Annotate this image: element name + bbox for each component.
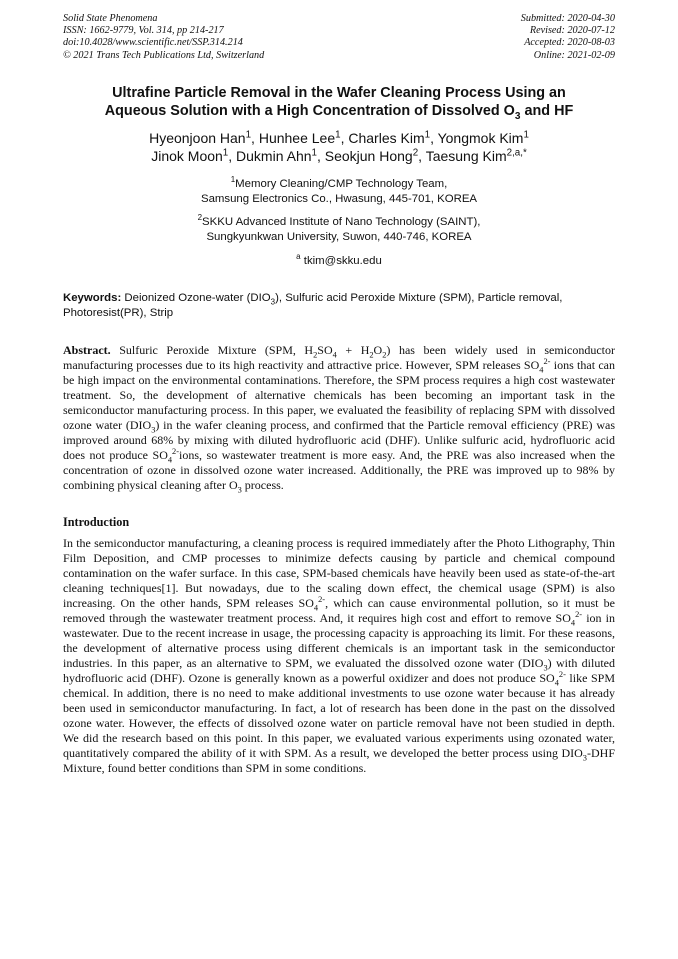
author-affiliation-mark: 1 xyxy=(335,129,341,141)
intro-text: , which can cause environmental pollution, so it must be removed through the wastewater treatment process. And, it requires high cost and effort to remove SO xyxy=(63,595,615,625)
date-online: Online: 2021-02-09 xyxy=(533,49,615,61)
intro-text: ) with diluted hydrofluoric acid (DHF). Ozone is generally known as a powerful oxidizer and does not produce SO xyxy=(63,655,615,685)
abstract-text: Sulfuric Peroxide Mixture (SPM, H xyxy=(110,342,314,357)
abstract-subscript: 4 xyxy=(539,365,544,375)
abstract-subscript: 3 xyxy=(237,485,242,495)
date-accepted: Accepted: 2020-08-03 xyxy=(524,37,615,49)
publication-dates xyxy=(521,13,615,62)
intro-subscript: 4 xyxy=(313,603,319,613)
title-line-2 xyxy=(63,102,615,120)
author-affiliation-mark: 1 xyxy=(245,129,252,141)
author-separator: , xyxy=(228,148,237,165)
author: Hunhee Lee xyxy=(258,129,336,146)
abstract-text: process. xyxy=(241,477,284,492)
author-separator: , xyxy=(316,148,325,165)
author-affiliation-mark: 2 xyxy=(412,147,419,159)
author-separator: , xyxy=(251,129,259,146)
affiliation-2-line-1 xyxy=(63,215,615,230)
affiliation-mark: 2 xyxy=(197,213,203,223)
abstract-label: Abstract. xyxy=(63,342,111,357)
journal-doi[interactable]: doi:10.4028/www.scientific.net/SSP.314.214 xyxy=(63,37,243,49)
email-link[interactable]: tkim@skku.edu xyxy=(300,255,382,267)
journal-name: Solid State Phenomena xyxy=(63,13,158,24)
keywords xyxy=(63,291,615,321)
abstract-text: ions that can be high impact on the environmental contaminations. Therefore, the SPM process requires a high cost wastewater treatment. So, the development of alternative chemicals has been becoming an important task in the semiconductor manufacturing process. In this paper, we evaluated the feasibility of replacing SPM with dissolved ozone water (DIO xyxy=(63,357,615,432)
author-affiliation-mark: 1 xyxy=(424,129,431,141)
keywords-label: Keywords: xyxy=(63,291,122,304)
affiliation-2-text: SKKU Advanced Institute of Nano Technology (SAINT), xyxy=(202,216,481,229)
author: Taesung Kim xyxy=(425,148,507,165)
abstract-subscript: 4 xyxy=(167,455,173,465)
author-affiliation-mark: 1 xyxy=(222,147,229,159)
author-affiliation-mark: 2,a,* xyxy=(506,147,527,159)
author: Charles Kim xyxy=(348,129,425,146)
title-line-1: Ultrafine Particle Removal in the Wafer Cleaning Process Using an xyxy=(112,84,566,101)
corresponding-email xyxy=(63,254,615,269)
affiliation-2 xyxy=(63,215,615,245)
intro-subscript: 4 xyxy=(570,618,576,628)
author-separator: , xyxy=(430,129,438,146)
abstract-subscript: 2 xyxy=(382,350,387,360)
introduction-body xyxy=(63,536,615,776)
journal-issn: ISSN: 1662-9779, Vol. 314, pp 214-217 xyxy=(63,25,224,37)
paper-title xyxy=(63,84,615,120)
author: Yongmok Kim xyxy=(437,129,524,146)
affiliation-1-text: Memory Cleaning/CMP Technology Team, xyxy=(235,177,448,190)
journal-header xyxy=(63,0,615,62)
author-affiliation-mark: 1 xyxy=(311,147,317,159)
abstract-subscript: 2 xyxy=(369,350,374,360)
introduction-heading: Introduction xyxy=(63,514,130,529)
intro-superscript: 2- xyxy=(558,669,566,679)
intro-superscript: 2- xyxy=(575,609,583,619)
journal-info xyxy=(63,13,264,62)
abstract-text: ) in the wafer cleaning process, and confirmed that the Particle removal efficiency (PRE) was improved around 68% by mixing with diluted hydrofluoric acid (DHF). Unlike sulfuric acid, hydrofluoric acid does not produce SO xyxy=(63,417,616,462)
author: Jinok Moon xyxy=(151,148,223,165)
keywords-text: ), Sulfuric acid Peroxide Mixture (SPM), Particle removal, Photoresist(PR), Strip xyxy=(63,291,563,319)
abstract-text: ) has been widely used in semiconductor manufacturing processes due to its high reactivity and attractive price. However, SPM releases SO xyxy=(63,342,616,372)
title-line-2-text: Aqueous Solution with a High Concentration of Dissolved O xyxy=(104,102,515,119)
email-mark: a xyxy=(296,252,301,262)
abstract-superscript: 2- xyxy=(172,446,180,456)
abstract-text: O xyxy=(373,342,383,357)
affiliation-mark: 1 xyxy=(230,175,236,185)
date-submitted: Submitted: 2020-04-30 xyxy=(520,13,615,24)
abstract-subscript: 3 xyxy=(151,425,156,435)
author: Dukmin Ahn xyxy=(236,148,312,165)
author-line-2 xyxy=(63,147,615,166)
intro-superscript: 2- xyxy=(318,594,326,604)
keywords-text: Deionized Ozone-water (DIO xyxy=(121,291,271,304)
intro-text: In the semiconductor manufacturing, a cleaning process is required immediately after the Photo Lithography, Thin Film Deposition, and CMP processes to minimize defects causing by particle and chemical compound contamination on the wafer surface. In this case, SPM-based chemicals have heavily been used as state-of-the-art cleaning techniques[1]. But nowadays, due to the scaling down effect, the chemical usage (SPM) is also increasing. On the other hands, SPM releases SO xyxy=(63,535,615,610)
title-subscript: 3 xyxy=(514,110,521,122)
intro-text: -DHF Mixture, found better conditions than SPM in some conditions. xyxy=(63,745,615,775)
affiliation-1-line-1 xyxy=(63,177,615,192)
abstract-subscript: 4 xyxy=(332,350,337,360)
abstract-superscript: 2- xyxy=(543,356,551,366)
author-separator: , xyxy=(418,148,426,165)
intro-subscript: 4 xyxy=(554,678,559,688)
intro-text: like SPM chemical. In addition, there is no need to make additional investments to use ozone water because it has already been used in semiconductor manufacturing. In fact, a lot of research has been done in the past on the dissolved ozone water. However, the effects of dissolved ozone water on particle removal have not been studied in depth. We did the research based on this point. In this paper, we evaluated various experiments using ozonated water, quantitatively compared the ability of it with SPM. As a result, we developed the better process using DIO xyxy=(63,670,616,760)
intro-text: ion in wastewater. Due to the recent increase in usage, the processing capacity is approaching its limit. For these reasons, the development of alternative process using different chemicals is an important task in the semiconductor industries. In this paper, as an alternative to SPM, we evaluated the dissolved ozone water (DIO xyxy=(63,610,616,670)
affiliation-2-line-2: Sungkyunkwan University, Suwon, 440-746, KOREA xyxy=(206,231,472,244)
journal-copyright: © 2021 Trans Tech Publications Ltd, Switzerland xyxy=(63,49,265,61)
abstract-text: SO xyxy=(317,342,333,357)
author: Seokjun Hong xyxy=(324,148,413,165)
intro-subscript: 3 xyxy=(543,663,548,673)
author: Hyeonjoon Han xyxy=(149,129,246,146)
author-line-1 xyxy=(63,129,615,148)
abstract-text: ions, so wastewater treatment is more easy. And, the PRE was also increased when the concentration of ozone in dissolved ozone water increased. Additionally, the PRE was improved up to 98% by combining physical cleaning after O xyxy=(63,447,615,492)
title-line-2-end: and HF xyxy=(520,102,574,119)
author-separator: , xyxy=(340,129,349,146)
date-revised: Revised: 2020-07-12 xyxy=(529,25,615,37)
author-affiliation-mark: 1 xyxy=(523,129,529,141)
affiliation-1-line-2: Samsung Electronics Co., Hwasung, 445-701, KOREA xyxy=(200,192,478,205)
keywords-subscript: 3 xyxy=(270,297,276,307)
abstract-text: + H xyxy=(336,342,370,357)
affiliation-1 xyxy=(63,177,615,207)
intro-subscript: 3 xyxy=(582,753,587,763)
author-list xyxy=(63,129,615,166)
abstract xyxy=(63,343,615,493)
abstract-subscript: 2 xyxy=(313,350,318,360)
